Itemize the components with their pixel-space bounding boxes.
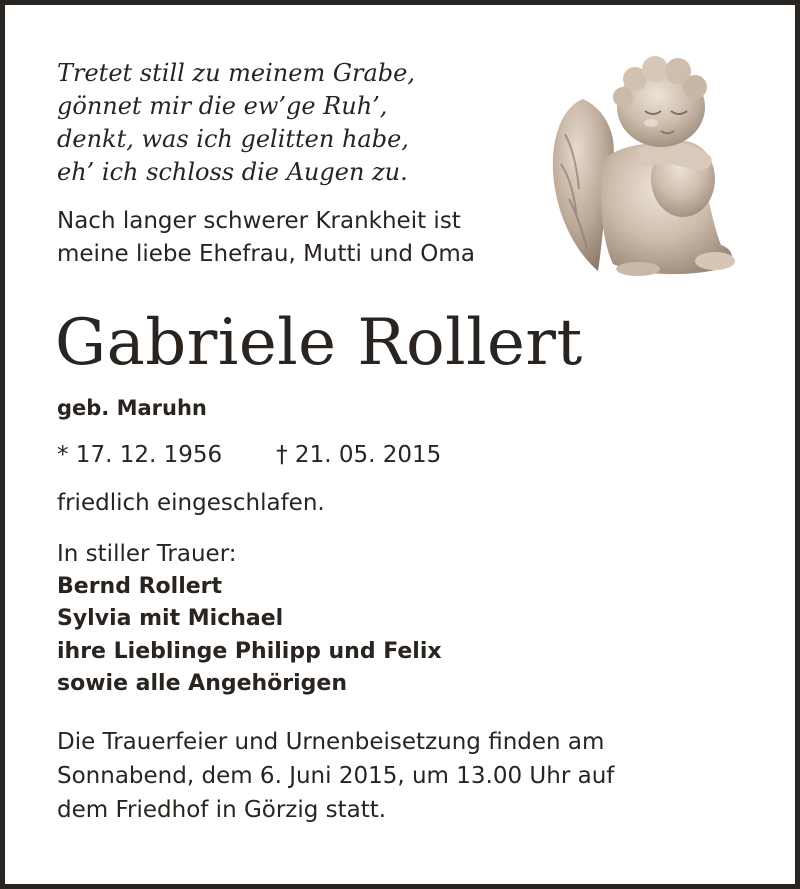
maiden-name: geb. Maruhn: [57, 396, 207, 420]
mourners-heading: In stiller Trauer:: [57, 541, 237, 567]
poem-line: eh’ ich schloss die Augen zu.: [57, 158, 408, 186]
poem: [57, 57, 415, 189]
mourners-list: [57, 538, 442, 701]
deceased-name: Gabriele Rollert: [55, 306, 583, 380]
passing-note: friedlich eingeschlafen.: [57, 490, 325, 516]
mourner-name: Bernd Rollert: [57, 573, 223, 599]
poem-line: denkt, was ich gelitten habe,: [57, 125, 409, 153]
mourner-name: Sylvia mit Michael: [57, 606, 284, 631]
intro-line: meine liebe Ehefrau, Mutti und Oma: [57, 241, 475, 267]
birth-date: * 17. 12. 1956: [57, 442, 223, 468]
mourner-name: ihre Lieblinge Philipp und Felix: [57, 638, 442, 664]
funeral-line: Sonnabend, dem 6. Juni 2015, um 13.00 Uhr auf: [57, 763, 615, 789]
sleeping-angel-icon: [543, 39, 743, 279]
funeral-line: Die Trauerfeier und Urnenbeisetzung finden am: [57, 729, 605, 755]
mourner-name: sowie alle Angehörigen: [57, 671, 348, 696]
funeral-line: dem Friedhof in Görzig statt.: [57, 797, 387, 823]
life-dates: [57, 439, 441, 471]
poem-line: gönnet mir die ew’ge Ruh’,: [57, 92, 388, 120]
death-date: † 21. 05. 2015: [276, 442, 442, 468]
intro-line: Nach langer schwerer Krankheit ist: [57, 208, 461, 234]
poem-line: Tretet still zu meinem Grabe,: [57, 59, 415, 87]
funeral-details: [57, 725, 614, 827]
intro-text: [57, 205, 475, 271]
